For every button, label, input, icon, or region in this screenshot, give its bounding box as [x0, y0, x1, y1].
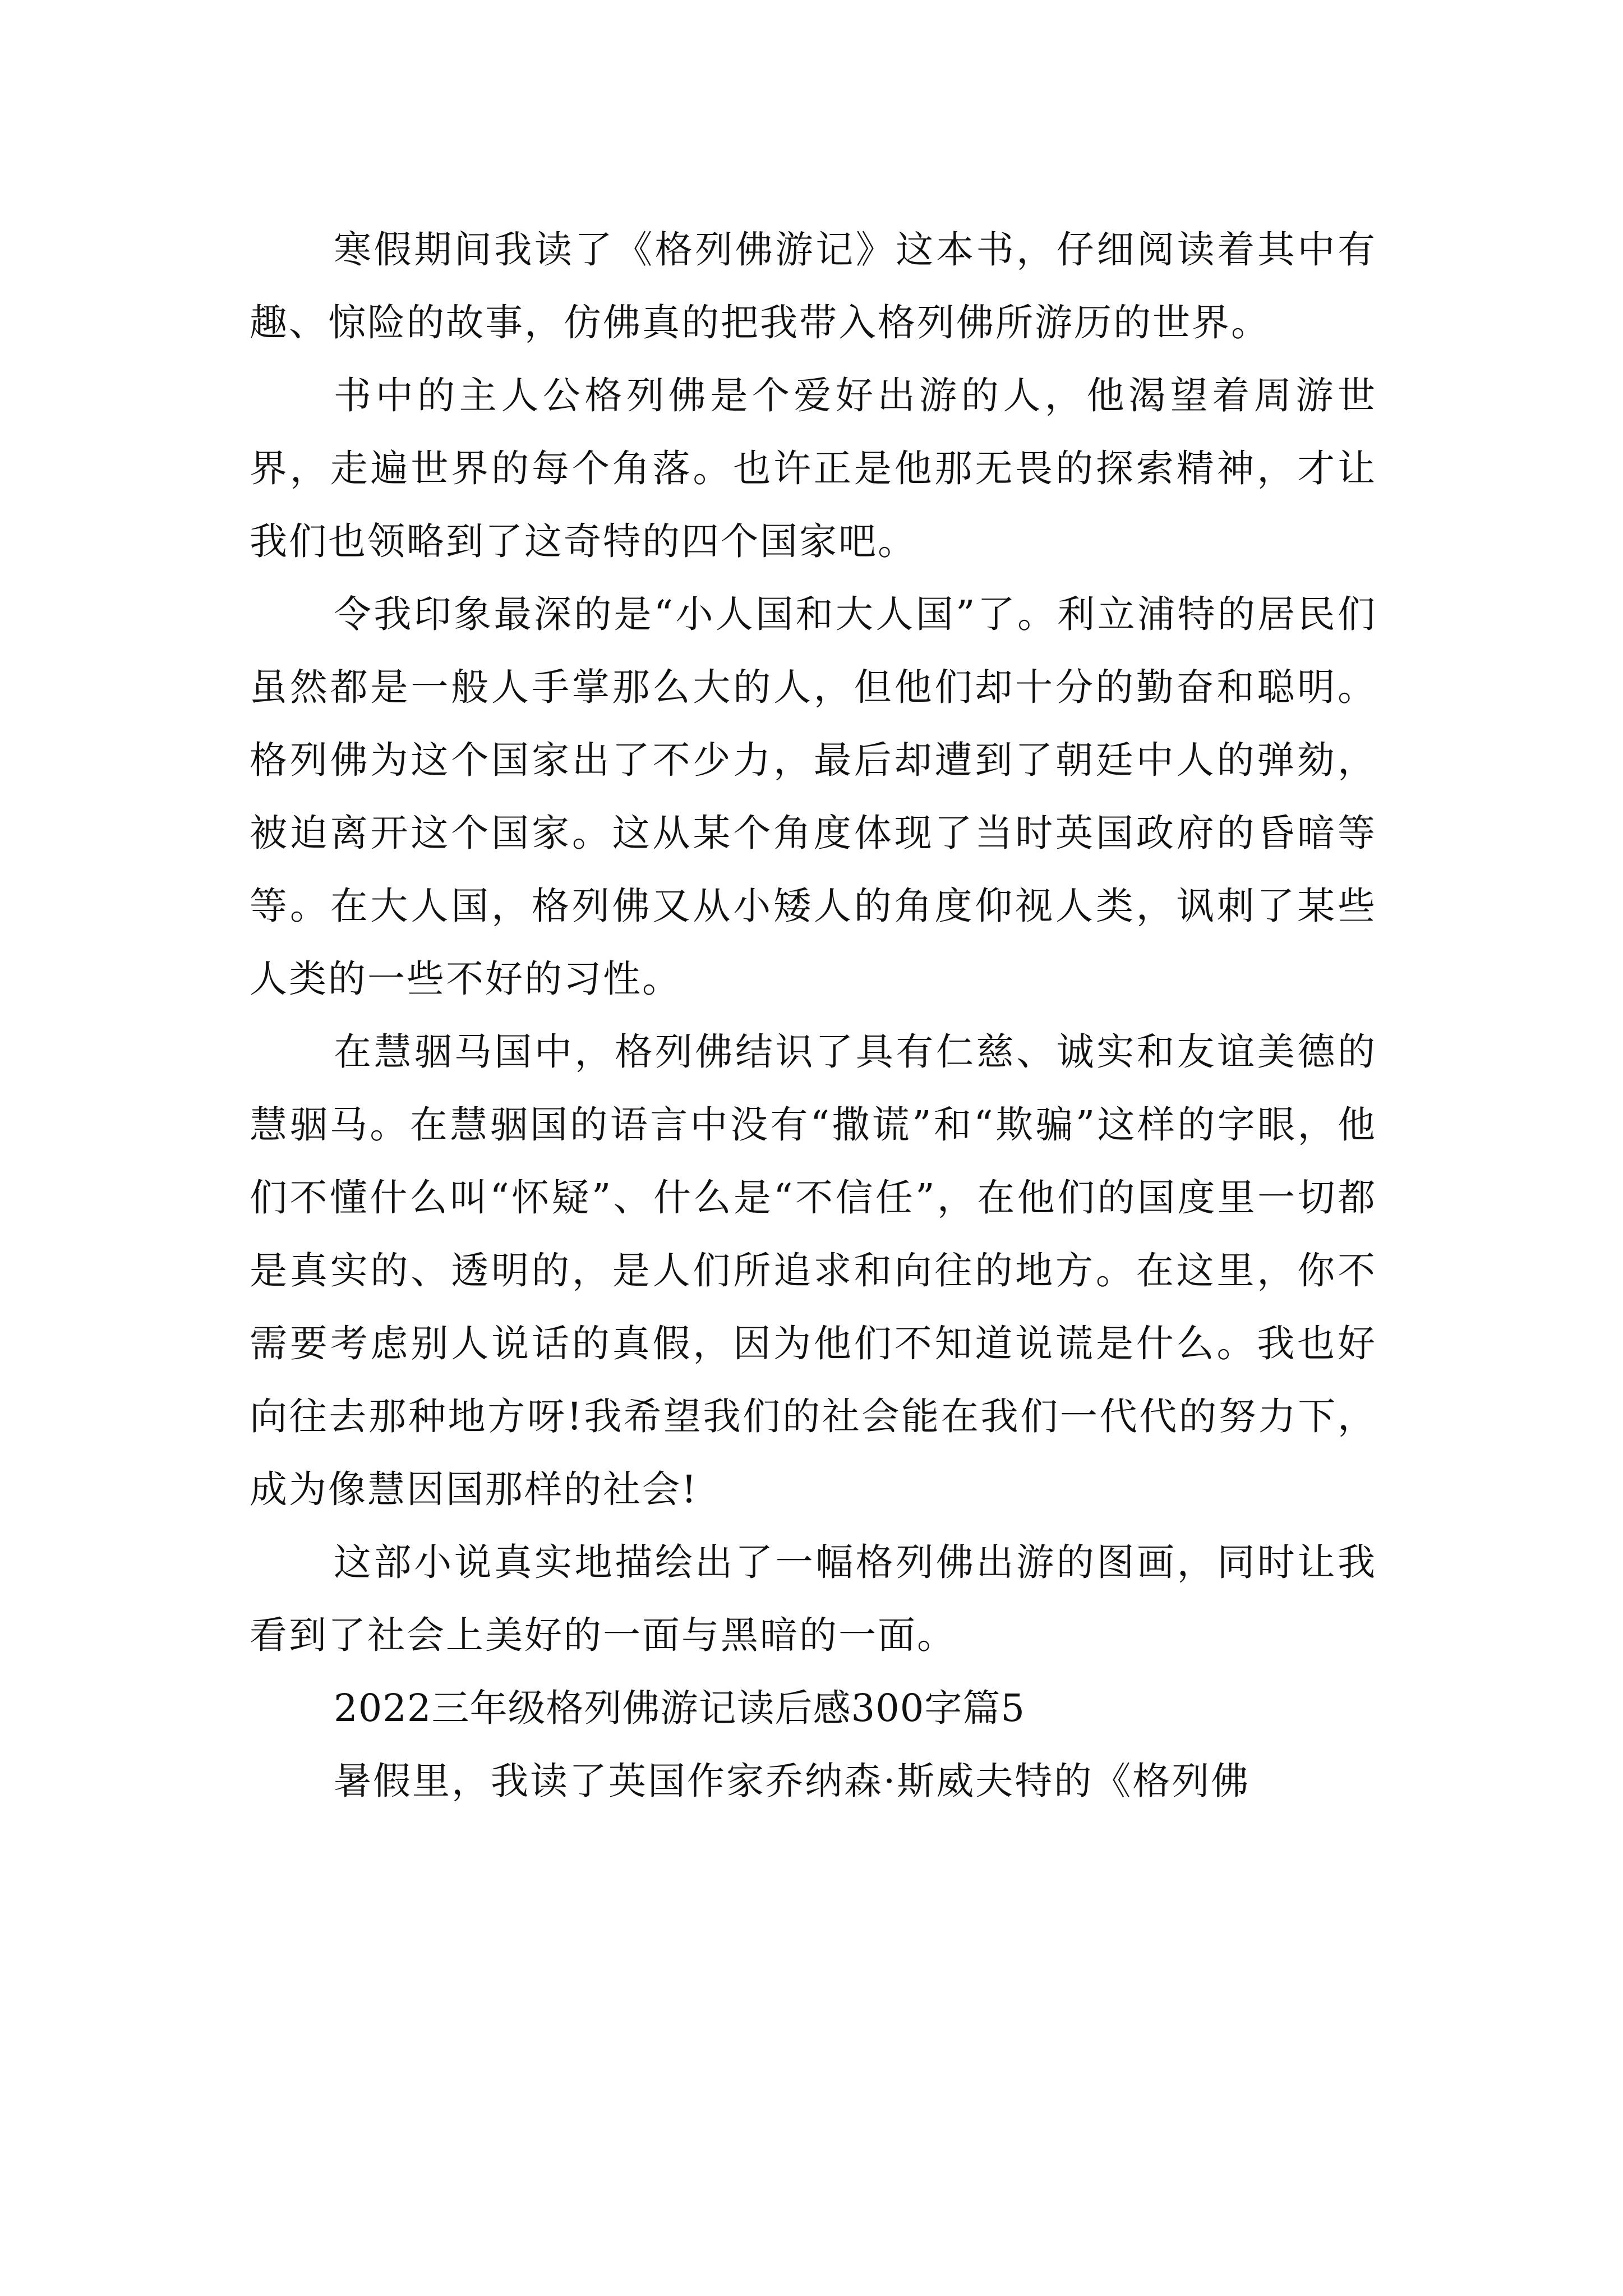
document-body — [250, 213, 1377, 1818]
paragraph: 寒假期间我读了《格列佛游记》这本书，仔细阅读着其中有趣、惊险的故事，仿佛真的把我带入格列佛所游历的世界。 — [250, 228, 1377, 344]
paragraph: 这部小说真实地描绘出了一幅格列佛出游的图画，同时让我看到了社会上美好的一面与黑暗的一面。 — [250, 1540, 1377, 1657]
section-heading: 2022三年级格列佛游记读后感300字篇5 — [334, 1686, 1026, 1730]
paragraph: 令我印象最深的是“小人国和大人国”了。利立浦特的居民们虽然都是一般人手掌那么大的人，但他们却十分的勤奋和聪明。格列佛为这个国家出了不少力，最后却遭到了朝廷中人的弹劾，被迫离开这个国家。这从某个角度体现了当时英国政府的昏暗等等。在大人国，格列佛又从小矮人的角度仰视人类，讽刺了某些人类的一些不好的习性。 — [250, 592, 1377, 1001]
paragraph: 在慧骃马国中，格列佛结识了具有仁慈、诚实和友谊美德的慧骃马。在慧骃国的语言中没有“撒谎”和“欺骗”这样的字眼，他们不懂什么叫“怀疑”、什么是“不信任”，在他们的国度里一切都是真实的、透明的，是人们所追求和向往的地方。在这里，你不需要考虑别人说话的真假，因为他们不知道说谎是什么。我也好向往去那种地方呀!我希望我们的社会能在我们一代代的努力下，成为像慧因国那样的社会! — [250, 1030, 1377, 1511]
paragraph: 暑假里，我读了英国作家乔纳森·斯威夫特的《格列佛 — [334, 1759, 1251, 1803]
paragraph: 书中的主人公格列佛是个爱好出游的人，他渴望着周游世界，走遍世界的每个角落。也许正是他那无畏的探索精神，才让我们也领略到了这奇特的四个国家吧。 — [250, 374, 1377, 563]
